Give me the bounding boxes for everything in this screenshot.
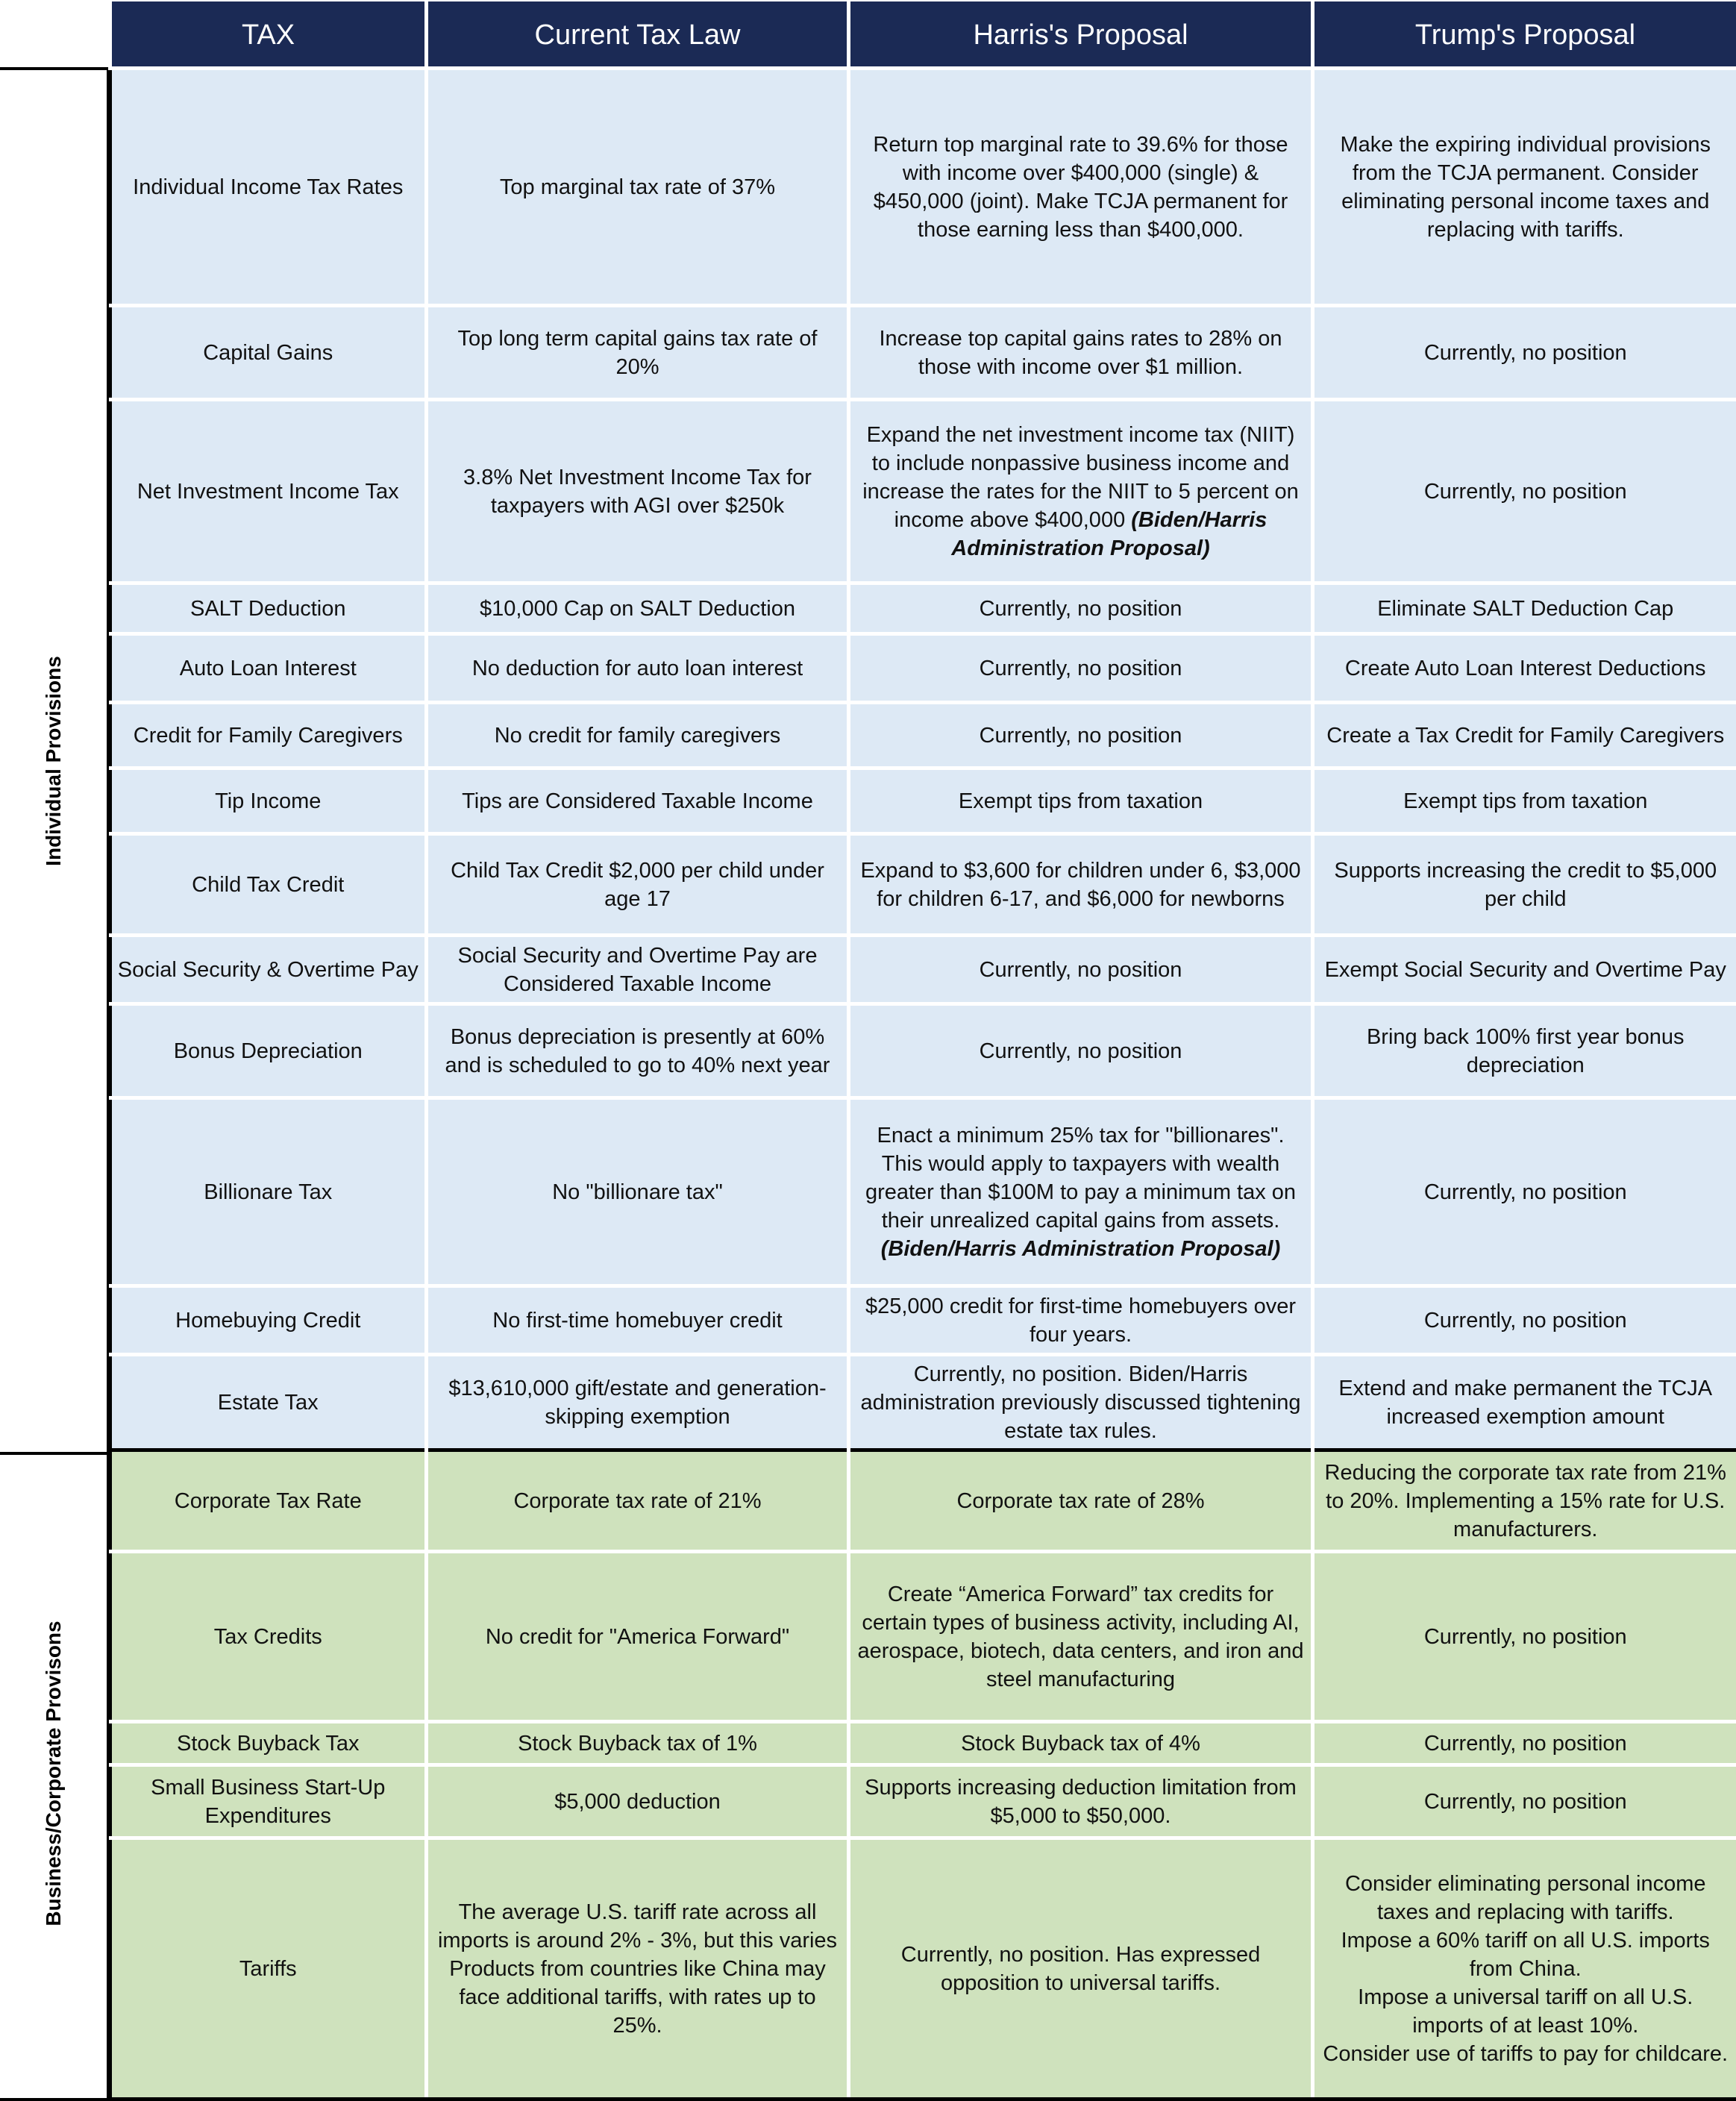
harris-cell: Create “America Forward” tax credits for certain types of business activity, including AI, aerospace, biotech, data centers, and iron and steel manufacturing (849, 1552, 1313, 1722)
tax-comparison-table (108, 1, 1736, 2101)
tax-cell: Homebuying Credit (110, 1286, 427, 1355)
harris-emphasis: (Biden/Harris Administration Proposal) (880, 1236, 1281, 1261)
current-law-cell: Social Security and Overtime Pay are Considered Taxable Income (427, 936, 849, 1004)
individual-provisions-label: Individual Provisions (41, 656, 65, 866)
table-row (110, 834, 1736, 936)
table-row (110, 1004, 1736, 1098)
harris-cell: Currently, no position (849, 703, 1313, 768)
trump-cell: Currently, no position (1313, 1286, 1736, 1355)
harris-cell: Increase top capital gains rates to 28% on those with income over $1 million. (849, 306, 1313, 400)
header-harris-proposal: Harris's Proposal (849, 3, 1313, 69)
tax-cell: Tax Credits (110, 1552, 427, 1722)
harris-cell: Exempt tips from taxation (849, 768, 1313, 834)
table-row (110, 1838, 1736, 2100)
trump-cell: Create a Tax Credit for Family Caregivers (1313, 703, 1736, 768)
table-row (110, 1450, 1736, 1552)
trump-cell: Currently, no position (1313, 1765, 1736, 1838)
current-law-cell: Top long term capital gains tax rate of 20% (427, 306, 849, 400)
trump-cell: Eliminate SALT Deduction Cap (1313, 583, 1736, 634)
current-law-cell: Top marginal tax rate of 37% (427, 69, 849, 306)
current-law-cell: Corporate tax rate of 21% (427, 1450, 849, 1552)
tax-cell: Billionare Tax (110, 1098, 427, 1286)
row-group-labels (0, 67, 110, 2101)
trump-cell: Exempt tips from taxation (1313, 768, 1736, 834)
tax-cell: Social Security & Overtime Pay (110, 936, 427, 1004)
tax-cell: Capital Gains (110, 306, 427, 400)
tax-cell: Child Tax Credit (110, 834, 427, 936)
trump-cell: Create Auto Loan Interest Deductions (1313, 634, 1736, 703)
table-row (110, 1355, 1736, 1450)
table-row (110, 306, 1736, 400)
trump-cell: Bring back 100% first year bonus depreciation (1313, 1004, 1736, 1098)
trump-cell: Currently, no position (1313, 1722, 1736, 1765)
harris-cell: Stock Buyback tax of 4% (849, 1722, 1313, 1765)
current-law-cell: No credit for family caregivers (427, 703, 849, 768)
tax-cell: Credit for Family Caregivers (110, 703, 427, 768)
current-law-cell: $5,000 deduction (427, 1765, 849, 1838)
trump-cell: Make the expiring individual provisions from the TCJA permanent. Consider eliminating personal income taxes and replacing with tariffs. (1313, 69, 1736, 306)
trump-cell: Currently, no position (1313, 1552, 1736, 1722)
tax-cell: Tip Income (110, 768, 427, 834)
table-row (110, 703, 1736, 768)
table-row (110, 936, 1736, 1004)
trump-cell: Reducing the corporate tax rate from 21% to 20%. Implementing a 15% rate for U.S. manufacturers. (1313, 1450, 1736, 1552)
harris-cell: Currently, no position. Biden/Harris administration previously discussed tightening estate tax rules. (849, 1355, 1313, 1450)
individual-provisions-group (0, 67, 110, 1455)
tax-cell: Auto Loan Interest (110, 634, 427, 703)
header-current-tax-law: Current Tax Law (427, 3, 849, 69)
trump-cell: Supports increasing the credit to $5,000 per child (1313, 834, 1736, 936)
header-row (110, 3, 1736, 69)
harris-cell: Return top marginal rate to 39.6% for those with income over $400,000 (single) & $450,000 (joint). Make TCJA permanent for those earning less than $400,000. (849, 69, 1313, 306)
table-row (110, 634, 1736, 703)
harris-emphasis: (Biden/Harris Administration Proposal) (951, 507, 1267, 560)
harris-cell: Expand to $3,600 for children under 6, $3,000 for children 6-17, and $6,000 for newborns (849, 834, 1313, 936)
table-row (110, 768, 1736, 834)
tax-cell: Estate Tax (110, 1355, 427, 1450)
current-law-cell: Bonus depreciation is presently at 60% and is scheduled to go to 40% next year (427, 1004, 849, 1098)
table-row (110, 1722, 1736, 1765)
tax-cell: Bonus Depreciation (110, 1004, 427, 1098)
table-row (110, 1552, 1736, 1722)
trump-cell: Currently, no position (1313, 306, 1736, 400)
harris-cell: Currently, no position. Has expressed opposition to universal tariffs. (849, 1838, 1313, 2100)
harris-cell: Corporate tax rate of 28% (849, 1450, 1313, 1552)
trump-cell: Consider eliminating personal income taxes and replacing with tariffs. Impose a 60% tariff on all U.S. imports from China. Impose a universal tariff on all U.S. imports of at least 10%. Consider use of tariffs to pay for childcare. (1313, 1838, 1736, 2100)
business-provisions-group (0, 1449, 110, 2101)
trump-cell: Currently, no position (1313, 1098, 1736, 1286)
harris-text: Expand the net investment income tax (NIIT) to include nonpassive business income and increase the rates for the NIIT to 5 percent on income above $400,000 (862, 422, 1299, 532)
current-law-cell: Stock Buyback tax of 1% (427, 1722, 849, 1765)
harris-cell: $25,000 credit for first-time homebuyers over four years. (849, 1286, 1313, 1355)
table-row (110, 69, 1736, 306)
tax-cell: Corporate Tax Rate (110, 1450, 427, 1552)
harris-cell: Currently, no position (849, 936, 1313, 1004)
harris-cell (849, 400, 1313, 583)
table-row (110, 1286, 1736, 1355)
harris-cell: Currently, no position (849, 583, 1313, 634)
trump-cell: Currently, no position (1313, 400, 1736, 583)
header-trump-proposal: Trump's Proposal (1313, 3, 1736, 69)
current-law-cell: No "billionare tax" (427, 1098, 849, 1286)
tax-cell: Small Business Start-Up Expenditures (110, 1765, 427, 1838)
tax-cell: SALT Deduction (110, 583, 427, 634)
current-law-cell: 3.8% Net Investment Income Tax for taxpayers with AGI over $250k (427, 400, 849, 583)
trump-cell: Exempt Social Security and Overtime Pay (1313, 936, 1736, 1004)
business-provisions-label: Business/Corporate Provisons (41, 1621, 65, 1926)
table-row (110, 1098, 1736, 1286)
harris-text: Enact a minimum 25% tax for "billionares". This would apply to taxpayers with wealth greater than $100M to pay a minimum tax on their unrealized capital gains from assets. (865, 1123, 1297, 1233)
current-law-cell: $13,610,000 gift/estate and generation-skipping exemption (427, 1355, 849, 1450)
current-law-cell: No first-time homebuyer credit (427, 1286, 849, 1355)
current-law-cell: The average U.S. tariff rate across all imports is around 2% - 3%, but this varies Products from countries like China may face additional tariffs, with rates up to 25%. (427, 1838, 849, 2100)
current-law-cell: Tips are Considered Taxable Income (427, 768, 849, 834)
header-tax: TAX (110, 3, 427, 69)
tax-cell: Net Investment Income Tax (110, 400, 427, 583)
trump-cell: Extend and make permanent the TCJA increased exemption amount (1313, 1355, 1736, 1450)
tax-cell: Individual Income Tax Rates (110, 69, 427, 306)
tax-cell: Stock Buyback Tax (110, 1722, 427, 1765)
table-row (110, 400, 1736, 583)
harris-cell: Supports increasing deduction limitation from $5,000 to $50,000. (849, 1765, 1313, 1838)
current-law-cell: No credit for "America Forward" (427, 1552, 849, 1722)
harris-cell: Currently, no position (849, 1004, 1313, 1098)
table-row (110, 1765, 1736, 1838)
current-law-cell: $10,000 Cap on SALT Deduction (427, 583, 849, 634)
harris-cell (849, 1098, 1313, 1286)
current-law-cell: No deduction for auto loan interest (427, 634, 849, 703)
current-law-cell: Child Tax Credit $2,000 per child under age 17 (427, 834, 849, 936)
tax-cell: Tariffs (110, 1838, 427, 2100)
table-row (110, 583, 1736, 634)
harris-cell: Currently, no position (849, 634, 1313, 703)
